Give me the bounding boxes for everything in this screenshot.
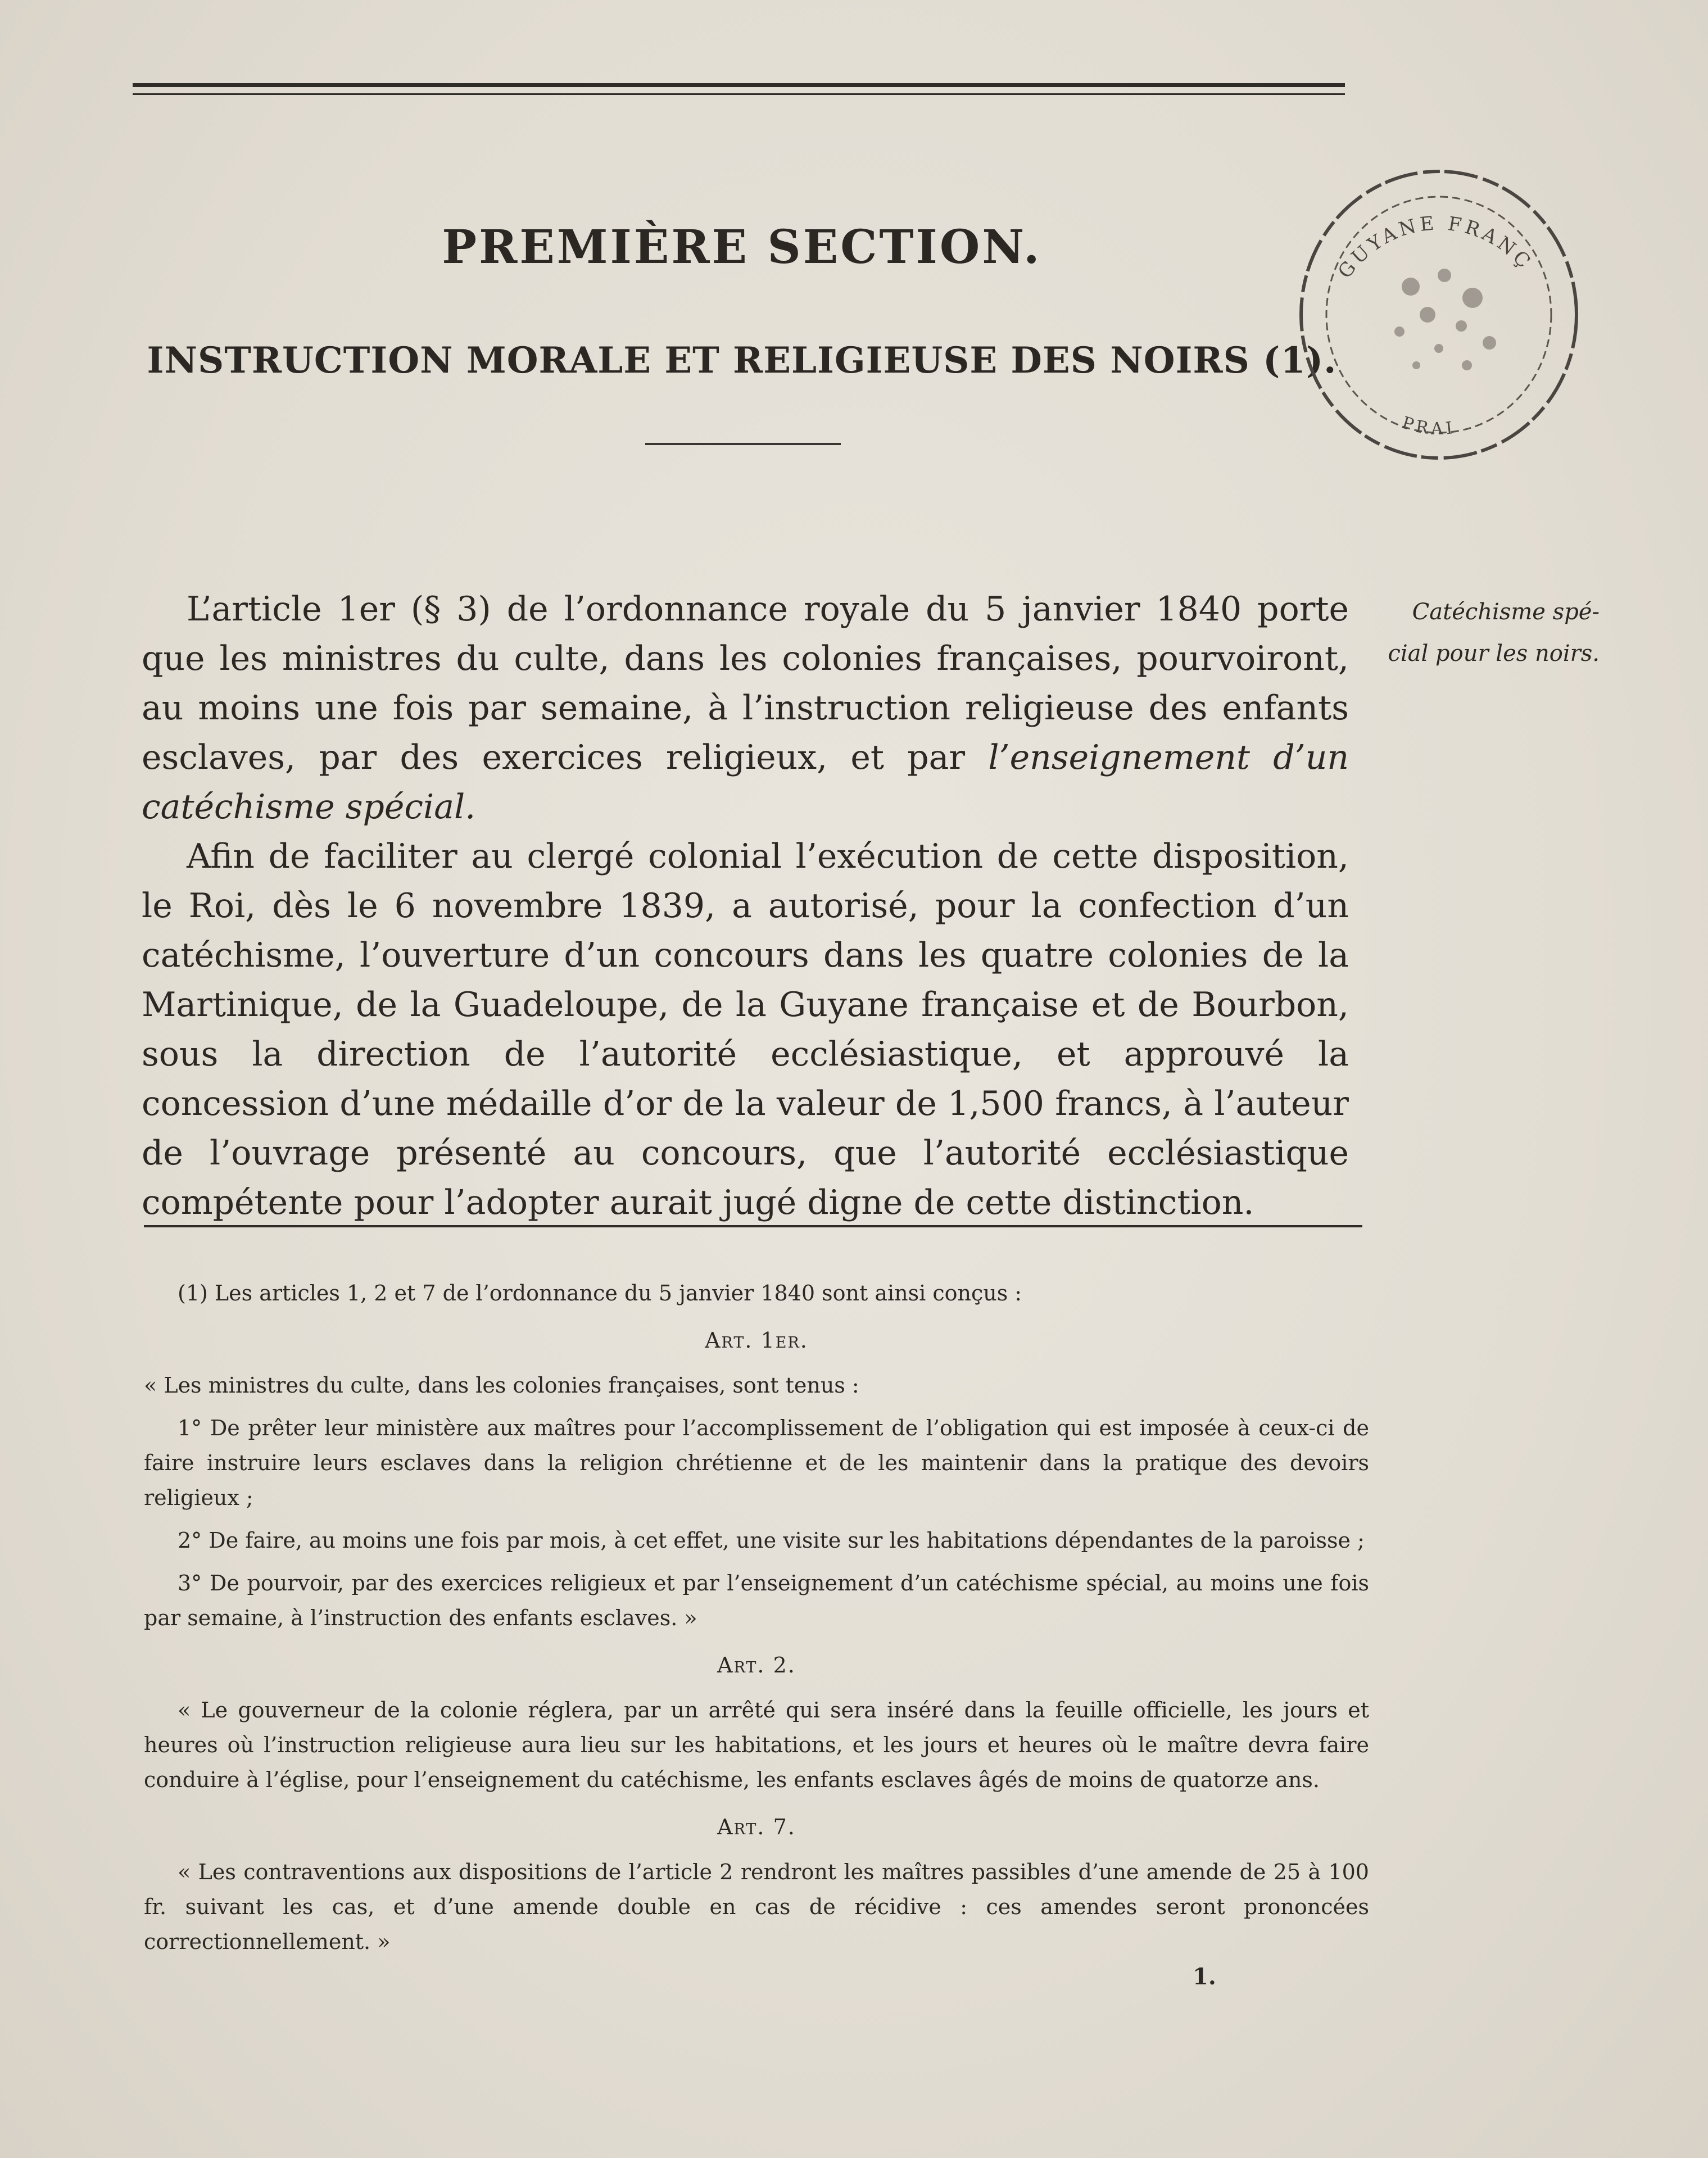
article-1-lead: « Les ministres du culte, dans les colonies françaises, sont tenus : (144, 1373, 859, 1398)
section-subtitle: INSTRUCTION MORALE ET RELIGIEUSE DES NOIRS (1). (147, 339, 1337, 382)
title-divider (645, 443, 841, 445)
article-1-item-1: 1° De prêter leur ministère aux maîtres pour l’accomplissement de l’obligation qui est imposée à ceux-ci de faire instruire leurs esclaves dans la religion chrétienne et de les maintenir dans la pratique des devoirs religieux ; (144, 1416, 1369, 1510)
svg-text:PRAI (1399, 413, 1457, 439)
footnote-divider (144, 1225, 1362, 1227)
page-number: 1. (1193, 1964, 1216, 1990)
article-2-text: « Le gouverneur de la colonie réglera, par un arrêté qui sera inséré dans la feuille officielle, les jours et heures où l’instruction religieuse aura lieu sur les habitations, et les jours et heures où le maître devra faire conduire à l’église, pour l’enseignement du catéchisme, les enfants esclaves âgés de moins de quatorze ans. (144, 1698, 1369, 1792)
section-title: PREMIÈRE SECTION. (442, 220, 1042, 274)
body-text (142, 584, 1349, 1227)
stamp-lower-text: PRAI (1399, 412, 1457, 439)
library-stamp-icon (1276, 129, 1591, 483)
svg-text:GUYANE FRANÇ (1334, 212, 1537, 283)
article-1-item-2: 2° De faire, au moins une fois par mois, à cet effet, une visite sur les habitations dépendantes de la paroisse ; (178, 1528, 1365, 1553)
marginal-note-line-2: cial pour les noirs. (1388, 641, 1600, 667)
footnote-intro: (1) Les articles 1, 2 et 7 de l’ordonnance du 5 janvier 1840 sont ainsi conçus : (178, 1281, 1022, 1305)
paragraph-1 (142, 584, 1349, 832)
stamp-upper-text: GUYANE FRANÇ (1333, 212, 1537, 283)
paragraph-1-text: L’article 1er (§ 3) de l’ordonnance royale du 5 janvier 1840 porte que les ministres du culte, dans les colonies françaises, pourvoiront, au moins une fois par semaine, à l’instruction religieuse des enfants esclaves, par des exercices religieux, et par (142, 590, 1349, 777)
marginal-note (1375, 591, 1600, 674)
footnote-block (144, 1276, 1369, 1967)
article-1-item-3: 3° De pourvoir, par des exercices religieux et par l’enseignement d’un catéchisme spécial, au moins une fois par semaine, à l’instruction des enfants esclaves. » (144, 1571, 1369, 1630)
top-rule-thick (133, 83, 1345, 87)
marginal-note-line-1: Catéchisme spé- (1412, 599, 1600, 625)
paragraph-2: Afin de faciliter au clergé colonial l’exécution de cette disposition, le Roi, dès le 6 novembre 1839, a autorisé, pour la confection d’un catéchisme, l’ouverture d’un concours dans les quatre colonies de la Martinique, de la Guadeloupe, de la Guyane française et de Bourbon, sous la direction de l’autorité ecclésiastique, et approuvé la concession d’une médaille d’or de la valeur de 1,500 francs, à l’auteur de l’ouvrage présenté au concours, que l’autorité ecclésiastique compétente pour l’adopter aurait jugé digne de cette distinction. (142, 837, 1349, 1222)
article-7-text: « Les contraventions aux dispositions de l’article 2 rendront les maîtres passibles d’une amende de 25 à 100 fr. suivant les cas, et d’une amende double en cas de récidive : ces amendes seront prononcées correctionnellement. » (144, 1860, 1369, 1954)
article-2-heading: Art. 2. (717, 1653, 796, 1678)
top-rule-thin (133, 93, 1345, 95)
paragraph-1-emphasis: l’enseignement d’un catéchisme spécial. (142, 738, 1349, 827)
article-7-heading: Art. 7. (717, 1815, 796, 1839)
article-1-heading: Art. 1er. (705, 1328, 808, 1353)
